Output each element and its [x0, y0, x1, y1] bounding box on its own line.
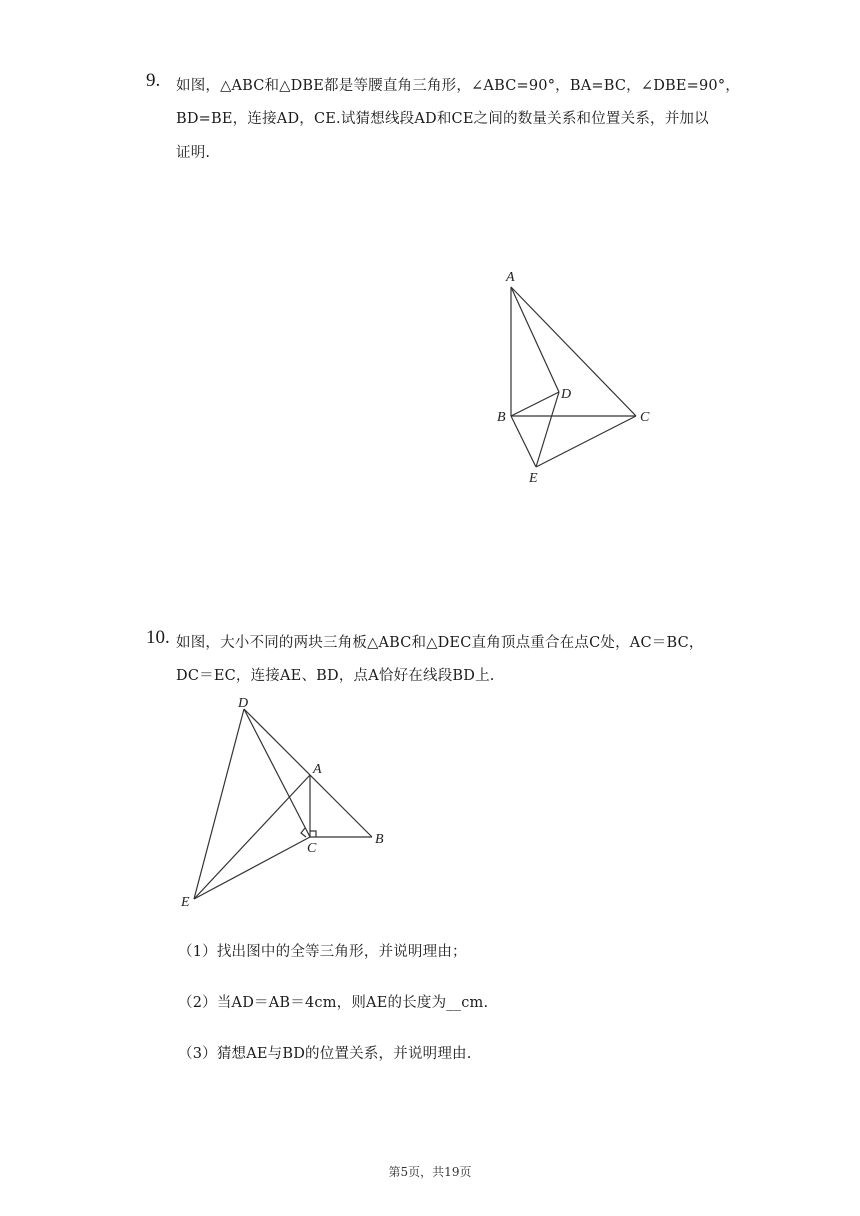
problem-10-line-2: DC＝EC，连接AE、BD，点A恰好在线段BD上.	[176, 668, 495, 684]
label-e: E	[529, 471, 538, 486]
problem-10-number: 10.	[146, 627, 170, 648]
right-angle-mark-acb	[310, 831, 316, 837]
problem-10-question-2: （2）当AD＝AB＝4cm，则AE的长度为__cm.	[178, 995, 489, 1011]
label-c: C	[640, 410, 650, 425]
label-c: C	[307, 841, 317, 856]
segment-db	[244, 709, 372, 837]
segment-ea	[194, 775, 310, 899]
label-a: A	[313, 762, 322, 777]
label-a: A	[506, 270, 515, 285]
label-d: D	[561, 387, 572, 402]
problem-9-line-1: 如图，△ABC和△DBE都是等腰直角三角形，∠ABC=90°，BA=BC，∠DBE=90°，	[176, 78, 741, 94]
label-e: E	[181, 895, 190, 910]
segment-dc	[244, 709, 310, 837]
problem-9-number: 9.	[146, 70, 161, 91]
label-b: B	[375, 832, 384, 847]
problem-10-question-1: （1）找出图中的全等三角形，并说明理由；	[178, 944, 467, 960]
problem-10-question-3: （3）猜想AE与BD的位置关系，并说明理由.	[178, 1046, 472, 1062]
segment-ec	[194, 837, 310, 899]
problem-9-line-3: 证明.	[176, 145, 211, 161]
page-footer: 第5页，共19页	[388, 1165, 472, 1179]
problem-9-line-2: BD=BE，连接AD，CE.试猜想线段AD和CE之间的数量关系和位置关系，并加以	[176, 111, 709, 127]
right-angle-mark-dce	[301, 828, 306, 837]
segment-de	[194, 709, 244, 899]
label-b: B	[497, 410, 506, 425]
problem-10-line-1: 如图，大小不同的两块三角板△ABC和△DEC直角顶点重合在点C处，AC＝BC，	[176, 635, 704, 651]
label-d: D	[238, 696, 249, 711]
